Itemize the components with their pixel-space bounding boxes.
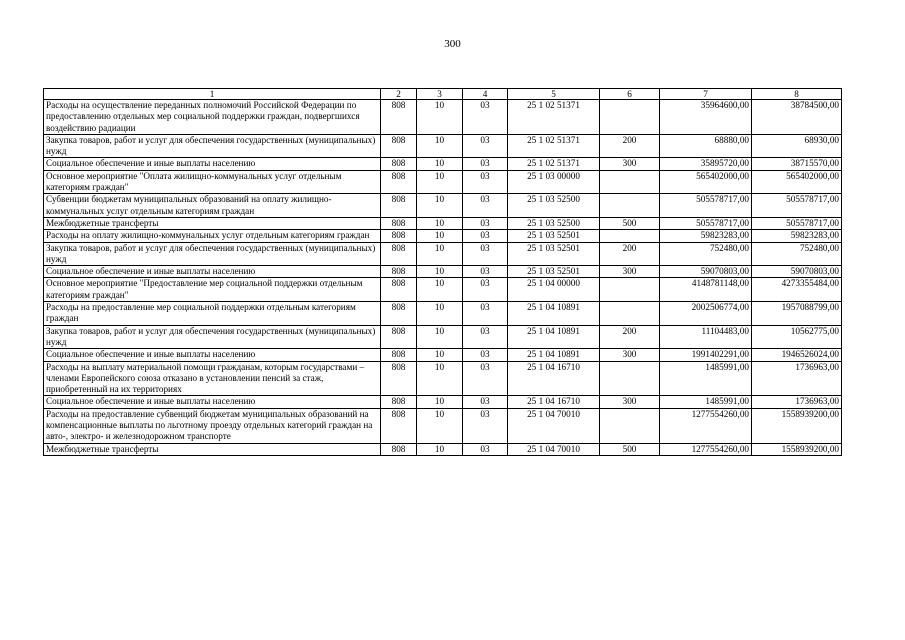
- cell-code: 808: [381, 230, 417, 242]
- cell-expense-type: 200: [600, 134, 660, 158]
- row-name-cell: Закупка товаров, работ и услуг для обеспечения государственных (муниципальных) нужд: [44, 325, 381, 349]
- cell-section: 10: [417, 134, 463, 158]
- cell-expense-type: 200: [600, 242, 660, 266]
- column-header: 3: [417, 89, 463, 100]
- cell-subsection: 03: [463, 349, 508, 361]
- column-header: 5: [508, 89, 600, 100]
- row-name-cell: Расходы на предоставление мер социальной поддержки отдельным категориям граждан: [44, 302, 381, 326]
- cell-target-article: 25 1 04 10891: [508, 302, 600, 326]
- row-name-cell: Расходы на оплату жилищно-коммунальных услуг отдельным категориям граждан: [44, 230, 381, 242]
- cell-section: 10: [417, 217, 463, 229]
- cell-subsection: 03: [463, 408, 508, 443]
- row-name-cell: Социальное обеспечение и иные выплаты населению: [44, 396, 381, 408]
- cell-amount-year1: 11104483,00: [660, 325, 752, 349]
- cell-amount-year2: 59823283,00: [752, 230, 842, 242]
- cell-amount-year1: 752480,00: [660, 242, 752, 266]
- cell-subsection: 03: [463, 217, 508, 229]
- cell-amount-year1: 59823283,00: [660, 230, 752, 242]
- cell-code: 808: [381, 194, 417, 218]
- cell-section: 10: [417, 194, 463, 218]
- table-row: [44, 361, 842, 396]
- cell-section: 10: [417, 158, 463, 170]
- cell-section: 10: [417, 302, 463, 326]
- cell-expense-type: 500: [600, 443, 660, 455]
- cell-amount-year2: 1558939200,00: [752, 408, 842, 443]
- cell-section: 10: [417, 230, 463, 242]
- cell-expense-type: 200: [600, 325, 660, 349]
- cell-target-article: 25 1 03 52501: [508, 266, 600, 278]
- cell-amount-year2: 38715570,00: [752, 158, 842, 170]
- cell-subsection: 03: [463, 242, 508, 266]
- cell-subsection: 03: [463, 158, 508, 170]
- cell-target-article: 25 1 04 16710: [508, 396, 600, 408]
- table-row: [44, 242, 842, 266]
- cell-target-article: 25 1 02 51371: [508, 134, 600, 158]
- cell-subsection: 03: [463, 278, 508, 302]
- cell-target-article: 25 1 02 51371: [508, 158, 600, 170]
- cell-amount-year1: 505578717,00: [660, 217, 752, 229]
- table-row: [44, 396, 842, 408]
- row-name-cell: Социальное обеспечение и иные выплаты населению: [44, 349, 381, 361]
- column-header: 4: [463, 89, 508, 100]
- cell-section: 10: [417, 170, 463, 194]
- row-name-cell: Расходы на выплату материальной помощи гражданам, которым государствами – членами Европейского союза отказано в установлении пенсий за стаж, приобретенный на их территориях: [44, 361, 381, 396]
- cell-expense-type: [600, 100, 660, 135]
- cell-amount-year2: 68930,00: [752, 134, 842, 158]
- cell-target-article: 25 1 04 70010: [508, 443, 600, 455]
- cell-code: 808: [381, 158, 417, 170]
- table-row: [44, 408, 842, 443]
- cell-expense-type: [600, 302, 660, 326]
- cell-section: 10: [417, 100, 463, 135]
- cell-target-article: 25 1 02 51371: [508, 100, 600, 135]
- table-row: [44, 266, 842, 278]
- cell-expense-type: [600, 170, 660, 194]
- cell-section: 10: [417, 278, 463, 302]
- cell-expense-type: [600, 230, 660, 242]
- cell-code: 808: [381, 170, 417, 194]
- row-name-cell: Межбюджетные трансферты: [44, 217, 381, 229]
- budget-table: [43, 88, 842, 456]
- column-header: 2: [381, 89, 417, 100]
- cell-amount-year1: 4148781148,00: [660, 278, 752, 302]
- cell-expense-type: [600, 408, 660, 443]
- cell-section: 10: [417, 242, 463, 266]
- cell-code: 808: [381, 217, 417, 229]
- cell-amount-year1: 1277554260,00: [660, 408, 752, 443]
- cell-amount-year1: 59070803,00: [660, 266, 752, 278]
- table-row: [44, 170, 842, 194]
- cell-amount-year2: 505578717,00: [752, 217, 842, 229]
- cell-target-article: 25 1 04 70010: [508, 408, 600, 443]
- cell-expense-type: 300: [600, 266, 660, 278]
- cell-code: 808: [381, 302, 417, 326]
- cell-target-article: 25 1 03 00000: [508, 170, 600, 194]
- cell-amount-year2: 10562775,00: [752, 325, 842, 349]
- cell-section: 10: [417, 443, 463, 455]
- cell-expense-type: [600, 194, 660, 218]
- cell-amount-year2: 38784500,00: [752, 100, 842, 135]
- cell-amount-year2: 1736963,00: [752, 361, 842, 396]
- cell-code: 808: [381, 361, 417, 396]
- cell-amount-year2: 505578717,00: [752, 194, 842, 218]
- table-row: [44, 325, 842, 349]
- cell-subsection: 03: [463, 194, 508, 218]
- cell-expense-type: [600, 361, 660, 396]
- row-name-cell: Расходы на предоставление субвенций бюджетам муниципальных образований на компенсационные выплаты по льготному проезду отдельных категорий граждан на авто-, электро- и железнодорожном транспорте: [44, 408, 381, 443]
- cell-code: 808: [381, 408, 417, 443]
- cell-target-article: 25 1 03 52501: [508, 242, 600, 266]
- cell-amount-year1: 2002506774,00: [660, 302, 752, 326]
- cell-section: 10: [417, 361, 463, 396]
- cell-subsection: 03: [463, 100, 508, 135]
- cell-target-article: 25 1 04 10891: [508, 325, 600, 349]
- cell-code: 808: [381, 396, 417, 408]
- row-name-cell: Субвенции бюджетам муниципальных образований на оплату жилищно-коммунальных услуг отдельным категориям граждан: [44, 194, 381, 218]
- row-name-cell: Социальное обеспечение и иные выплаты населению: [44, 158, 381, 170]
- cell-amount-year1: 68880,00: [660, 134, 752, 158]
- cell-amount-year2: 1736963,00: [752, 396, 842, 408]
- table-row: [44, 134, 842, 158]
- cell-amount-year2: 59070803,00: [752, 266, 842, 278]
- cell-amount-year1: 565402000,00: [660, 170, 752, 194]
- table-row: [44, 278, 842, 302]
- cell-subsection: 03: [463, 266, 508, 278]
- cell-amount-year1: 1991402291,00: [660, 349, 752, 361]
- cell-section: 10: [417, 396, 463, 408]
- cell-amount-year2: 4273355484,00: [752, 278, 842, 302]
- cell-expense-type: 300: [600, 158, 660, 170]
- table-row: [44, 217, 842, 229]
- cell-code: 808: [381, 349, 417, 361]
- row-name-cell: Основное мероприятие "Оплата жилищно-коммунальных услуг отдельным категориям граждан": [44, 170, 381, 194]
- cell-target-article: 25 1 03 52501: [508, 230, 600, 242]
- cell-expense-type: [600, 278, 660, 302]
- cell-target-article: 25 1 04 00000: [508, 278, 600, 302]
- row-name-cell: Социальное обеспечение и иные выплаты населению: [44, 266, 381, 278]
- table-row: [44, 194, 842, 218]
- header-row: [44, 89, 842, 100]
- cell-subsection: 03: [463, 396, 508, 408]
- row-name-cell: Закупка товаров, работ и услуг для обеспечения государственных (муниципальных) нужд: [44, 134, 381, 158]
- cell-amount-year1: 1485991,00: [660, 361, 752, 396]
- cell-amount-year1: 35895720,00: [660, 158, 752, 170]
- cell-target-article: 25 1 03 52500: [508, 217, 600, 229]
- column-header: 7: [660, 89, 752, 100]
- cell-amount-year2: 1957088799,00: [752, 302, 842, 326]
- cell-amount-year2: 565402000,00: [752, 170, 842, 194]
- cell-target-article: 25 1 04 16710: [508, 361, 600, 396]
- cell-expense-type: 300: [600, 396, 660, 408]
- table-row: [44, 100, 842, 135]
- table-row: [44, 230, 842, 242]
- row-name-cell: Закупка товаров, работ и услуг для обеспечения государственных (муниципальных) нужд: [44, 242, 381, 266]
- cell-section: 10: [417, 325, 463, 349]
- table-row: [44, 158, 842, 170]
- row-name-cell: Расходы на осуществление переданных полномочий Российской Федерации по предоставлению отдельных мер социальной поддержки граждан, подвергшихся воздействию радиации: [44, 100, 381, 135]
- table-row: [44, 302, 842, 326]
- cell-code: 808: [381, 278, 417, 302]
- cell-subsection: 03: [463, 170, 508, 194]
- row-name-cell: Основное мероприятие "Предоставление мер социальной поддержки отдельным категориям граждан": [44, 278, 381, 302]
- cell-target-article: 25 1 03 52500: [508, 194, 600, 218]
- page-number: 300: [444, 38, 461, 50]
- cell-code: 808: [381, 242, 417, 266]
- cell-subsection: 03: [463, 325, 508, 349]
- cell-amount-year2: 752480,00: [752, 242, 842, 266]
- column-header: 8: [752, 89, 842, 100]
- cell-target-article: 25 1 04 10891: [508, 349, 600, 361]
- cell-expense-type: 500: [600, 217, 660, 229]
- cell-section: 10: [417, 266, 463, 278]
- table-body: [44, 100, 842, 456]
- cell-amount-year2: 1558939200,00: [752, 443, 842, 455]
- cell-subsection: 03: [463, 134, 508, 158]
- column-header: 6: [600, 89, 660, 100]
- cell-subsection: 03: [463, 361, 508, 396]
- cell-code: 808: [381, 100, 417, 135]
- cell-section: 10: [417, 408, 463, 443]
- cell-code: 808: [381, 134, 417, 158]
- cell-amount-year1: 35964600,00: [660, 100, 752, 135]
- cell-subsection: 03: [463, 230, 508, 242]
- column-header: 1: [44, 89, 381, 100]
- cell-subsection: 03: [463, 302, 508, 326]
- cell-amount-year1: 505578717,00: [660, 194, 752, 218]
- row-name-cell: Межбюджетные трансферты: [44, 443, 381, 455]
- cell-code: 808: [381, 266, 417, 278]
- cell-code: 808: [381, 325, 417, 349]
- table-row: [44, 349, 842, 361]
- cell-code: 808: [381, 443, 417, 455]
- cell-amount-year2: 1946526024,00: [752, 349, 842, 361]
- cell-expense-type: 300: [600, 349, 660, 361]
- table-row: [44, 443, 842, 455]
- cell-section: 10: [417, 349, 463, 361]
- cell-subsection: 03: [463, 443, 508, 455]
- cell-amount-year1: 1485991,00: [660, 396, 752, 408]
- cell-amount-year1: 1277554260,00: [660, 443, 752, 455]
